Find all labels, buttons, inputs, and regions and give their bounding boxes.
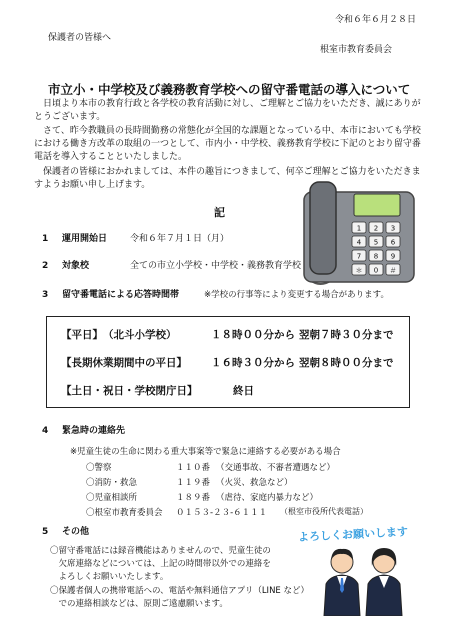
keypad-button-label: 8 [373,252,379,261]
emergency-contact-fire [86,476,137,488]
schedule-weekday-from: １８時００分から [211,329,295,341]
contact-detail: （虐待、家庭内暴力など） [216,493,319,503]
keypad-button-label: 1 [356,224,362,233]
keypad-button-label: ＃ [389,266,397,275]
item-1-number: 1 [42,234,49,244]
contact-name: 〇警察 [86,463,112,473]
other-line-1: 〇留守番電話には録音機能はありませんので、児童生徒の [50,546,271,556]
other-line-2: 欠席連絡などについては、上記の時間帯以外での連絡を [50,559,271,569]
contact-detail: （根室市役所代表電話） [280,507,368,516]
document-title: 市立小・中学校及び義務教育学校への留守番電話の導入について [48,82,411,97]
other-line-3: よろしくお願いいたします。 [50,572,169,582]
item-5-number: 5 [42,527,49,537]
schedule-holiday-period-label: 【長期休業期間中の平日】 [61,357,187,369]
schedule-weekend-from: 終日 [233,385,254,397]
keypad-button-label: 3 [390,224,396,233]
keypad-button-label: 9 [390,252,396,261]
contact-name: 〇根室市教育委員会 [86,508,163,518]
intro-paragraph-2: さて、昨今教職員の長時間勤務の常態化が全国的な課題となっている中、本市においても学校における働き方改革の取組の一つとして、市内小・中学校、義務教育学校に下記のとおり留守番電話を導入することといたしました。 [34,126,421,162]
item-4-number: 4 [42,426,49,436]
item-1-label: 運用開始日 [62,234,108,244]
item-3-number: 3 [42,290,49,300]
contact-number: １１０番 [176,463,211,473]
contact-detail: （交通事故、不審者遭遇など） [216,463,336,473]
item-4-label: 緊急時の連絡先 [62,426,126,436]
telephone-illustration [296,176,420,288]
contact-number: ０１５３-２３-６１１１ [176,508,268,518]
recipient: 保護者の皆様へ [48,33,112,43]
emergency-contact-education-board [86,506,163,518]
contact-name: 〇児童相談所 [86,493,138,503]
contact-name: 〇消防・救急 [86,478,138,488]
keypad-button-label: 0 [373,266,379,275]
schedule-weekday-label: 【平日】 （北斗小学校） [61,329,177,341]
intro-paragraph-1: 日頃より本市の教育行政と各学校の教育活動に対し、ご理解とご協力をいただき、誠にありがとうございます。 [34,99,421,122]
keypad-button-label: ＊ [355,266,363,275]
other-line-5: での連絡相談などは、原則ご遠慮願います。 [50,599,228,609]
item-2-label: 対象校 [62,261,90,271]
schedule-weekday-to: 翌朝７時３０分まで [299,329,394,341]
item-3-note: ※学校の行事等により変更する場合があります。 [204,290,389,300]
sender: 根室市教育委員会 [319,45,392,55]
phone-handset [310,182,336,274]
schedule-holiday-period-to: 翌朝８時００分まで [299,357,394,369]
item-1-value: 令和６年７月１日（月） [130,234,230,244]
contact-number: １１９番 [176,478,211,488]
keypad-button-label: 5 [373,238,379,247]
ki-heading: 記 [214,206,225,219]
phone-display [354,194,400,216]
schedule-weekend-label: 【土日・祝日・学校閉庁日】 [61,385,198,397]
keypad-button-label: 2 [373,224,379,233]
item-3-label: 留守番電話による応答時間帯 [62,290,180,300]
thanks-caption: よろしくお願いします [297,525,409,544]
keypad-button-label: 4 [356,238,362,247]
contact-detail: （火災、救急など） [216,478,293,488]
emergency-contact-police [86,461,112,473]
staff-illustration [318,544,410,616]
intro-paragraph-3: 保護者の皆様におかれましては、本件の趣旨につきまして、何卒ご理解とご協力をいただきますようお願い申し上げます。 [34,167,421,190]
item-2-value: 全ての市立小学校・中学校・義務教育学校 [130,261,302,271]
schedule-holiday-period-from: １６時３０分から [211,357,295,369]
schedule-box [46,316,410,408]
contact-number: １８９番 [176,493,211,503]
keypad-button-label: 6 [390,238,396,247]
emergency-contact-child-guidance [86,491,137,503]
other-line-4: 〇保護者個人の携帯電話への、電話や無料通信アプリ（LINE など） [50,586,309,596]
item-5-label: その他 [62,527,90,537]
item-2-number: 2 [42,261,49,271]
document-date: 令和６年６月２８日 [334,15,416,25]
emergency-note: ※児童生徒の生命に関わる重大事案等で緊急に連絡する必要がある場合 [70,447,341,457]
keypad-button-label: 7 [356,252,362,261]
